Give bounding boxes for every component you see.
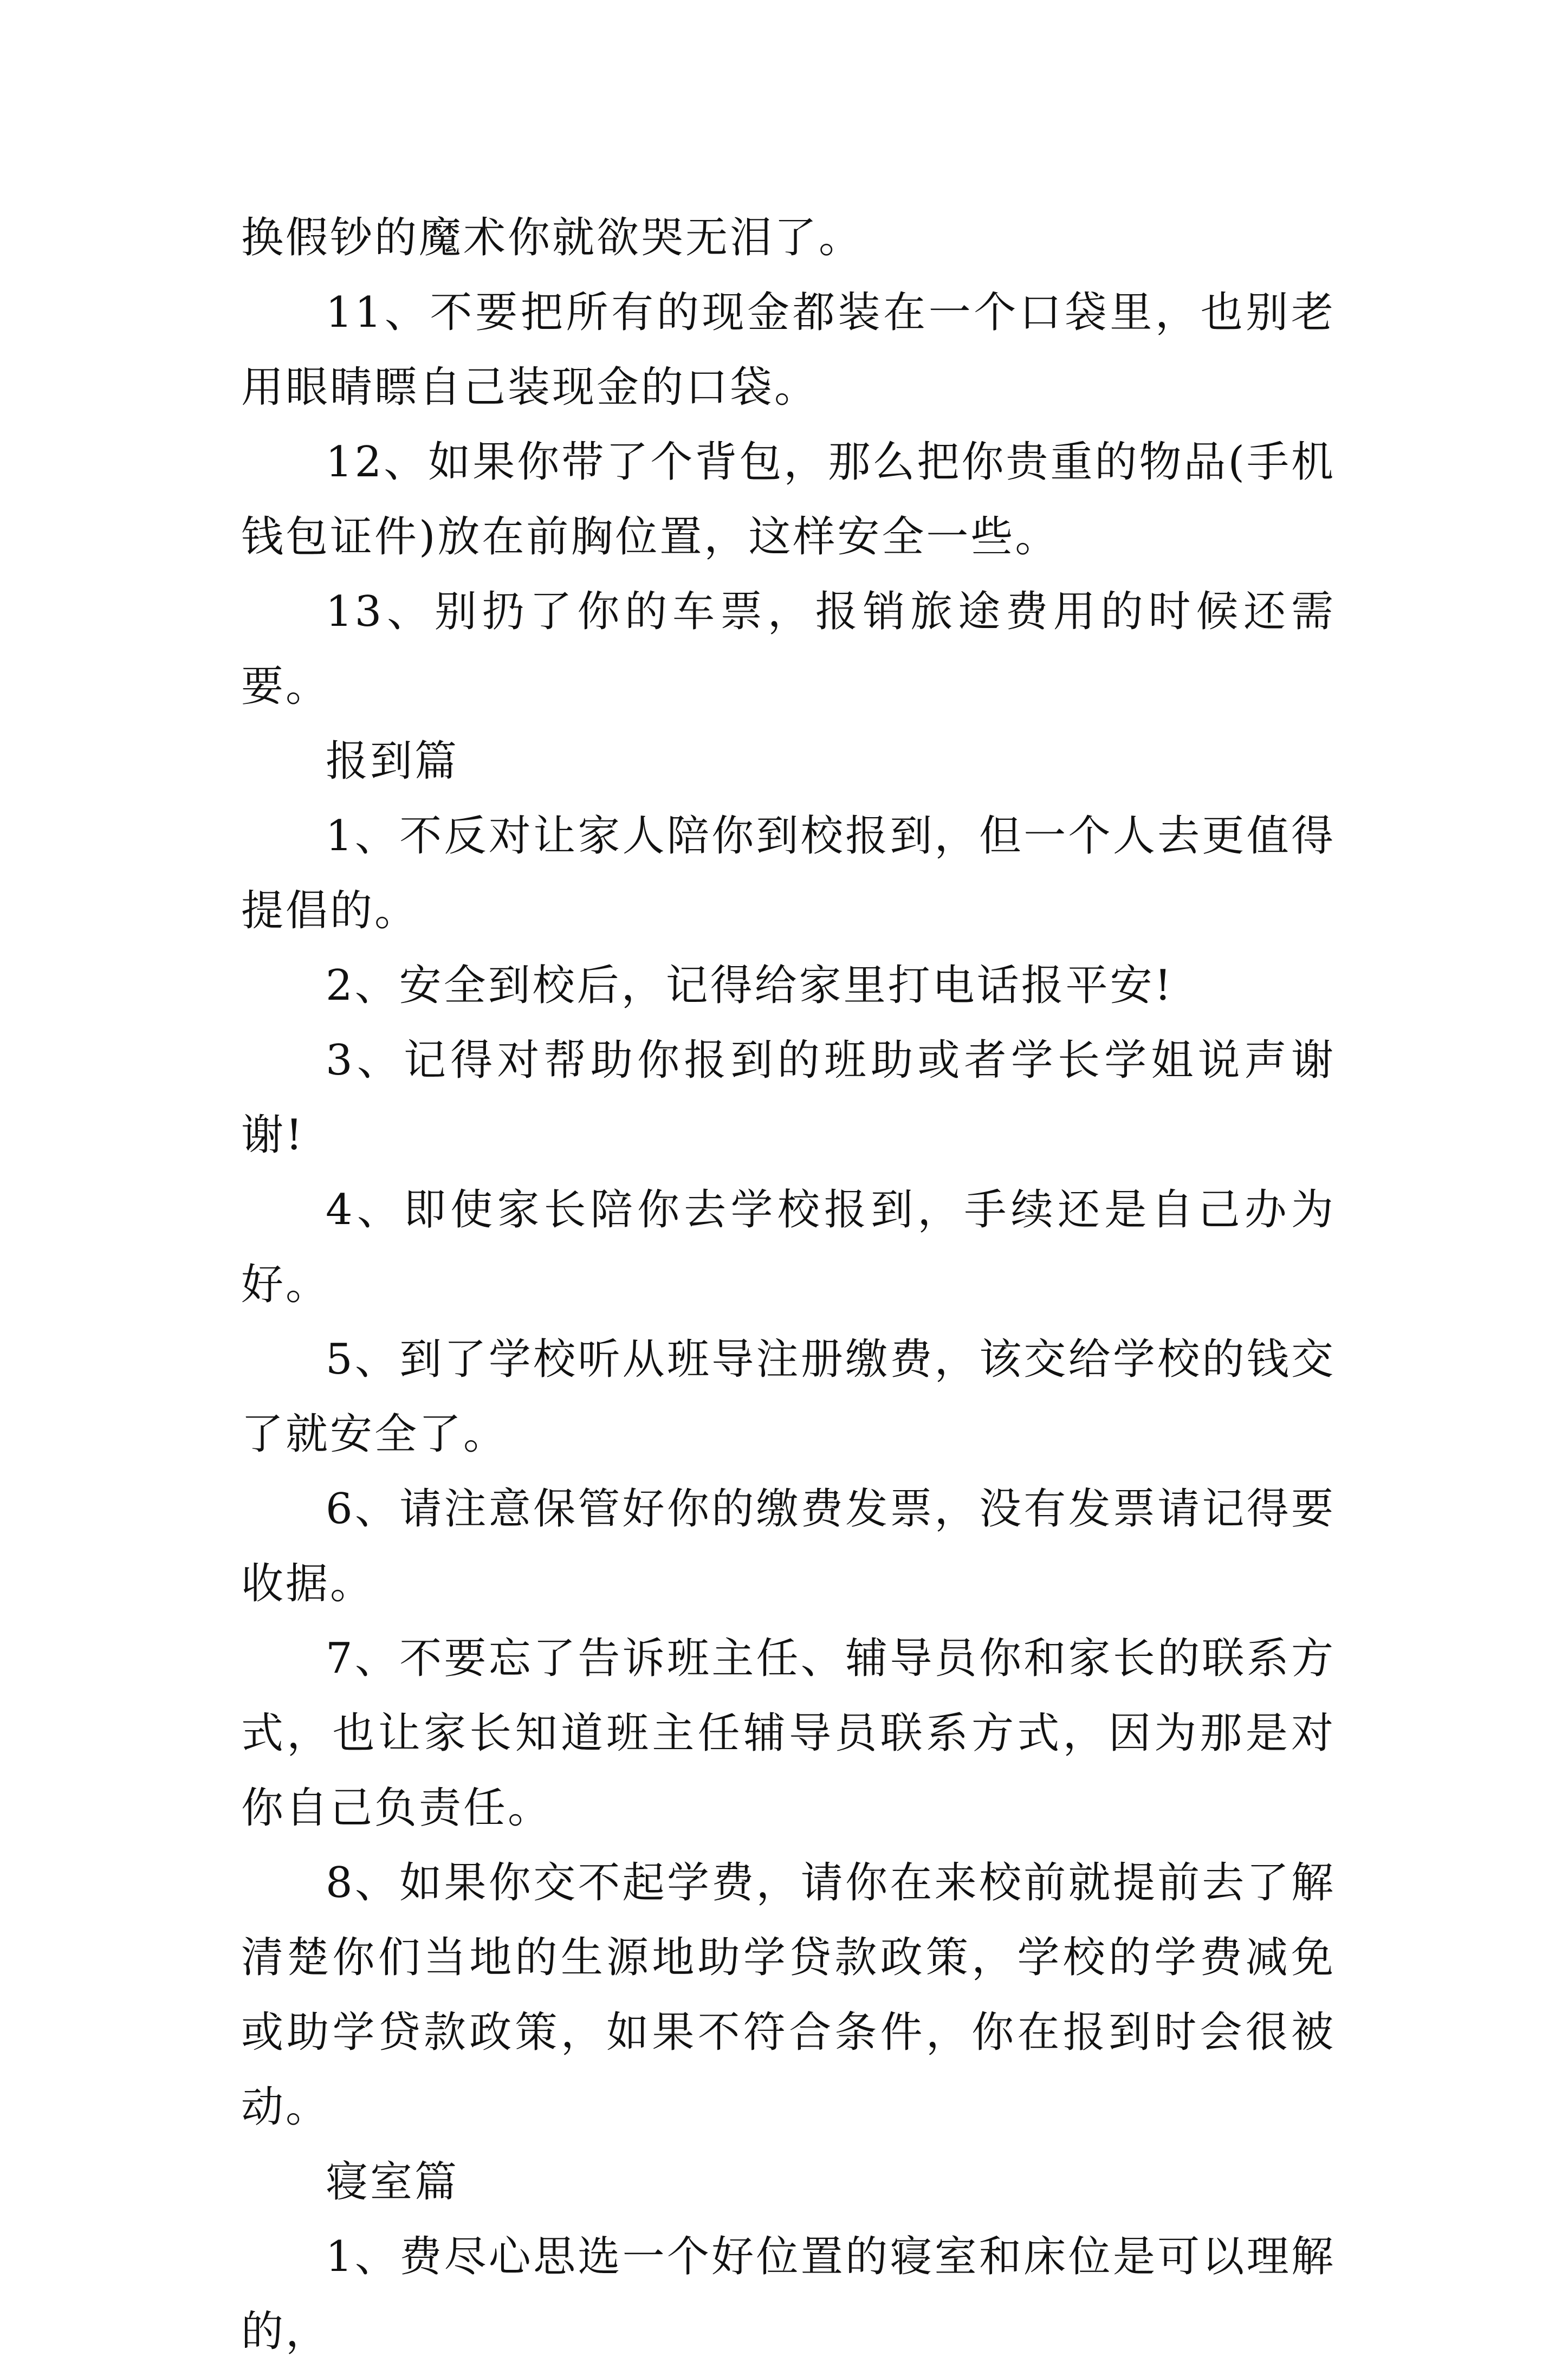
section-heading-registration: 报到篇 [326, 737, 459, 786]
section-heading-dormitory: 寝室篇 [326, 2158, 459, 2206]
paragraph-registration-5: 5、到了学校听从班导注册缴费，该交给学校的钱交了就安全了。 [241, 1335, 1336, 1459]
paragraph-registration-6: 6、请注意保管好你的缴费发票，没有发票请记得要收据。 [241, 1485, 1336, 1608]
paragraph-continuation: 换假钞的魔术你就欲哭无泪了。 [241, 213, 864, 262]
paragraph-item-11: 11、不要把所有的现金都装在一个口袋里，也别老用眼睛瞟自己装现金的口袋。 [241, 288, 1336, 412]
paragraph-item-13: 13、别扔了你的车票，报销旅途费用的时候还需要。 [241, 587, 1336, 711]
paragraph-registration-1: 1、不反对让家人陪你到校报到，但一个人去更值得提倡的。 [241, 812, 1336, 935]
paragraph-registration-2: 2、安全到校后，记得给家里打电话报平安! [326, 961, 1174, 1010]
paragraph-registration-3: 3、记得对帮助你报到的班助或者学长学姐说声谢谢! [241, 1036, 1336, 1160]
paragraph-registration-7: 7、不要忘了告诉班主任、辅导员你和家长的联系方式，也让家长知道班主任辅导员联系方式，因为那是对你自己负责任。 [241, 1634, 1336, 1833]
paragraph-registration-4: 4、即使家长陪你去学校报到，手续还是自己办为好。 [241, 1186, 1336, 1309]
paragraph-dormitory-1: 1、费尽心思选一个好位置的寝室和床位是可以理解的， [241, 2232, 1336, 2356]
paragraph-registration-8: 8、如果你交不起学费，请你在来校前就提前去了解清楚你们当地的生源地助学贷款政策，学校的学费减免或助学贷款政策，如果不符合条件，你在报到时会很被动。 [241, 1859, 1336, 2132]
paragraph-item-12: 12、如果你带了个背包，那么把你贵重的物品(手机钱包证件)放在前胸位置，这样安全一些。 [241, 438, 1336, 561]
document-body [241, 200, 1336, 2369]
